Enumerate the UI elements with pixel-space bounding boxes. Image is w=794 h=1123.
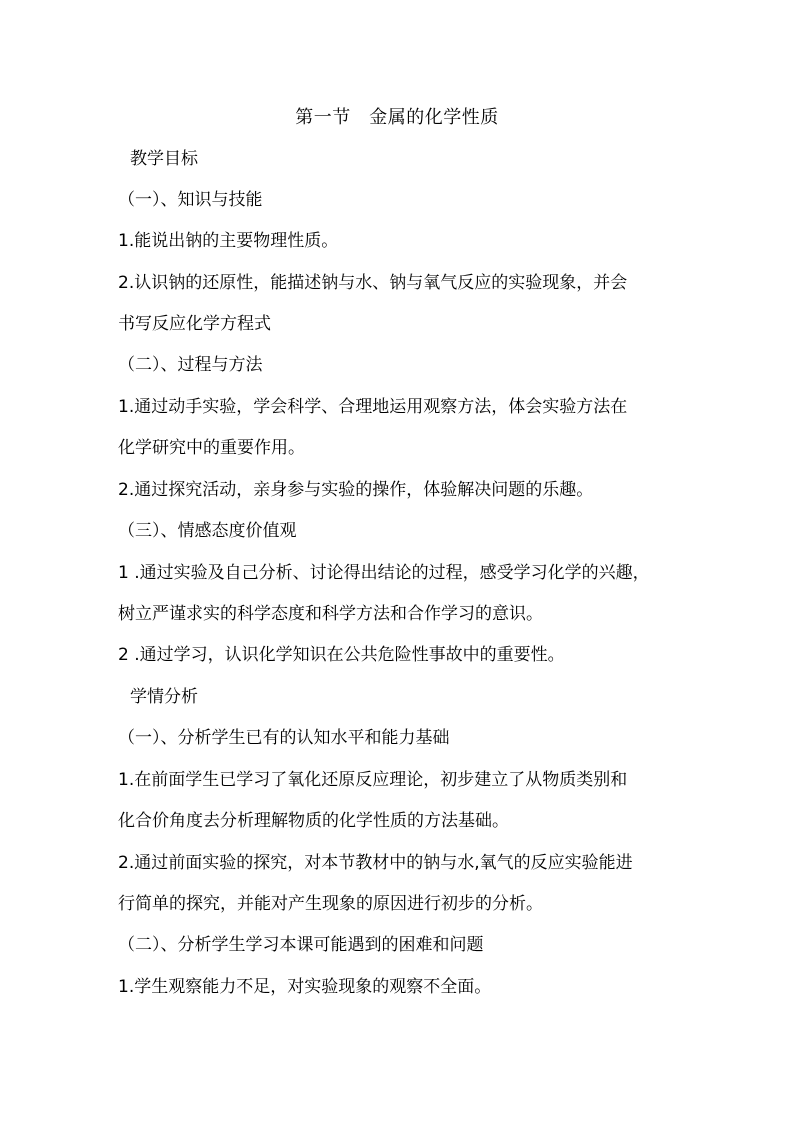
text-line: 1.通过动手实验，学会科学、合理地运用观察方法，体会实验方法在 xyxy=(118,397,628,417)
text-line: 2.通过探究活动，亲身参与实验的操作，体验解决问题的乐趣。 xyxy=(118,480,594,500)
subsection-heading-emotional-values: （三）、情感态度价值观 xyxy=(118,521,297,541)
page-title: 第一节 金属的化学性质 xyxy=(295,107,499,128)
text-line: 书写反应化学方程式 xyxy=(118,314,271,334)
subsection-heading-difficulties: （二）、分析学生学习本课可能遇到的困难和问题 xyxy=(118,935,484,955)
text-line: 1.学生观察能力不足，对实验现象的观察不全面。 xyxy=(118,977,492,997)
section-heading-learning-analysis: 学情分析 xyxy=(130,687,198,707)
text-line: 化学研究中的重要作用。 xyxy=(118,438,305,458)
text-line: 2.通过前面实验的探究，对本节教材中的钠与水,氧气的反应实验能进 xyxy=(118,853,633,873)
text-line: 1.在前面学生已学习了氧化还原反应理论，初步建立了从物质类别和 xyxy=(118,770,628,790)
text-line: 2 .通过学习，认识化学知识在公共危险性事故中的重要性。 xyxy=(118,645,565,665)
section-heading-teaching-goals: 教学目标 xyxy=(130,149,198,169)
subsection-heading-process-methods: （二）、过程与方法 xyxy=(118,355,263,375)
subsection-heading-knowledge-skills: （一）、知识与技能 xyxy=(118,190,263,210)
text-line: 树立严谨求实的科学态度和科学方法和合作学习的意识。 xyxy=(118,604,543,624)
text-line: 行简单的探究，并能对产生现象的原因进行初步的分析。 xyxy=(118,894,543,914)
text-line: 2.认识钠的还原性，能描述钠与水、钠与氧气反应的实验现象，并会 xyxy=(118,273,628,293)
subsection-heading-cognitive-level: （一）、分析学生已有的认知水平和能力基础 xyxy=(118,728,450,748)
text-line: 1 .通过实验及自己分析、讨论得出结论的过程，感受学习化学的兴趣， xyxy=(118,563,650,583)
text-line: 1.能说出钠的主要物理性质。 xyxy=(118,231,339,251)
text-line: 化合价角度去分析理解物质的化学性质的方法基础。 xyxy=(118,811,509,831)
